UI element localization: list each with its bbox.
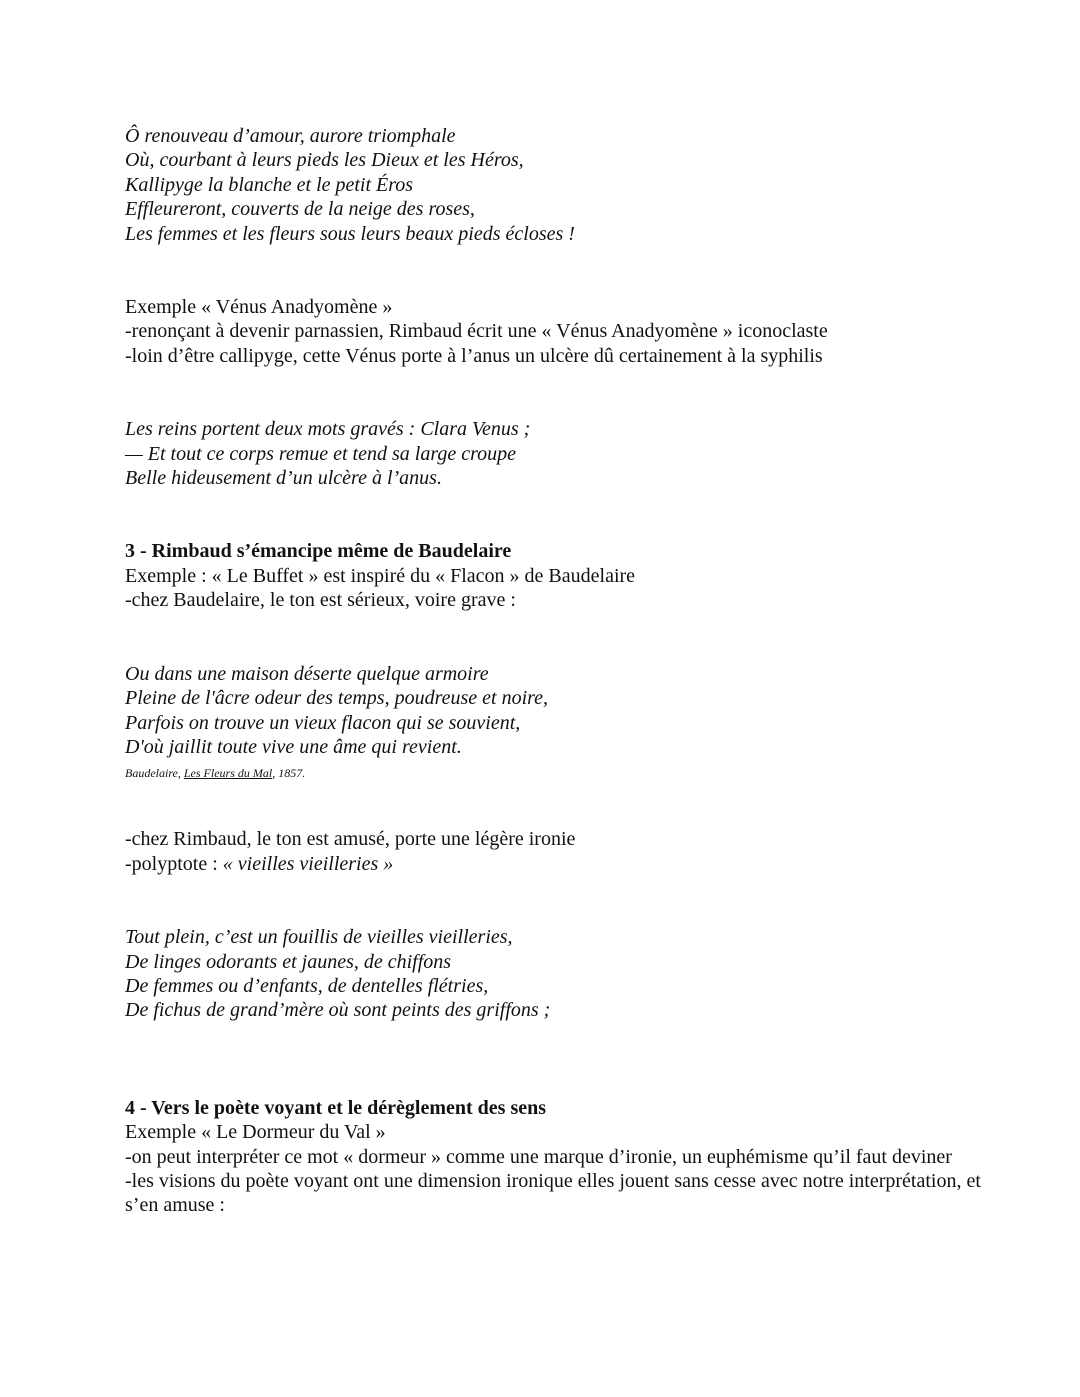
section-heading: 4 - Vers le poète voyant et le dérèglement des sens bbox=[125, 1096, 547, 1119]
quote-line: — Et tout ce corps remue et tend sa large croupe bbox=[125, 442, 517, 465]
quote-line: De femmes ou d’enfants, de dentelles flétries, bbox=[125, 974, 489, 997]
buffet-quote bbox=[125, 925, 985, 1023]
quote-line: Tout plein, c’est un fouillis de vieilles vieilleries, bbox=[125, 926, 513, 949]
poem-line: Les femmes et les fleurs sous leurs beaux pieds écloses ! bbox=[125, 222, 575, 245]
section-point: -on peut interpréter ce mot « dormeur » comme une marque d’ironie, un euphémisme qu’il faut deviner bbox=[125, 1145, 952, 1168]
poem-line: Kallipyge la blanche et le petit Éros bbox=[125, 173, 414, 196]
quote-line: De fichus de grand’mère où sont peints des griffons ; bbox=[125, 999, 551, 1022]
point-quote: « vieilles vieilleries » bbox=[222, 852, 394, 875]
quote-line: Ou dans une maison déserte quelque armoire bbox=[125, 662, 489, 685]
quote-line: Pleine de l'âcre odeur des temps, poudreuse et noire, bbox=[125, 687, 549, 710]
caption-title: Les Fleurs du Mal bbox=[183, 766, 273, 781]
poem-line: Où, courbant à leurs pieds les Dieux et les Héros, bbox=[125, 149, 524, 172]
quote-line: Belle hideusement d’un ulcère à l’anus. bbox=[125, 467, 442, 490]
venus-point: -loin d’être callipyge, cette Vénus porte à l’anus un ulcère dû certainement à la syphilis bbox=[125, 344, 823, 367]
section-point: -chez Baudelaire, le ton est sérieux, voire grave : bbox=[125, 589, 516, 612]
quote-line: Les reins portent deux mots gravés : Clara Venus ; bbox=[125, 418, 531, 441]
section-4 bbox=[125, 1096, 985, 1218]
venus-quote bbox=[125, 417, 985, 490]
section-heading: 3 - Rimbaud s’émancipe même de Baudelaire bbox=[125, 540, 512, 563]
section-point: -les visions du poète voyant ont une dimension ironique elles jouent sans cesse avec notre interprétation, et s’en amuse : bbox=[125, 1169, 981, 1217]
baudelaire-quote bbox=[125, 662, 985, 782]
venus-section bbox=[125, 295, 985, 368]
section-point bbox=[125, 852, 985, 876]
section-point: -chez Rimbaud, le ton est amusé, porte une légère ironie bbox=[125, 828, 576, 851]
quote-line: De linges odorants et jaunes, de chiffons bbox=[125, 950, 452, 973]
section-example: Exemple : « Le Buffet » est inspiré du « Flacon » de Baudelaire bbox=[125, 564, 636, 587]
point-prefix: -polyptote : bbox=[125, 852, 223, 875]
section-3 bbox=[125, 539, 985, 612]
caption-year: , 1857. bbox=[272, 766, 306, 781]
quote-line: Parfois on trouve un vieux flacon qui se souvient, bbox=[125, 711, 521, 734]
document-page bbox=[125, 124, 985, 1218]
venus-point: -renonçant à devenir parnassien, Rimbaud écrit une « Vénus Anadyomène » iconoclaste bbox=[125, 320, 828, 343]
poem-line: Ô renouveau d’amour, aurore triomphale bbox=[125, 125, 456, 147]
quote-caption bbox=[125, 765, 985, 781]
caption-author: Baudelaire, bbox=[125, 766, 184, 781]
poem-renouveau bbox=[125, 124, 985, 246]
venus-intro: Exemple « Vénus Anadyomène » bbox=[125, 296, 393, 319]
quote-line: D'où jaillit toute vive une âme qui revient. bbox=[125, 735, 462, 758]
rimbaud-points bbox=[125, 827, 985, 876]
section-example: Exemple « Le Dormeur du Val » bbox=[125, 1121, 386, 1144]
poem-line: Effleureront, couverts de la neige des roses, bbox=[125, 198, 475, 221]
